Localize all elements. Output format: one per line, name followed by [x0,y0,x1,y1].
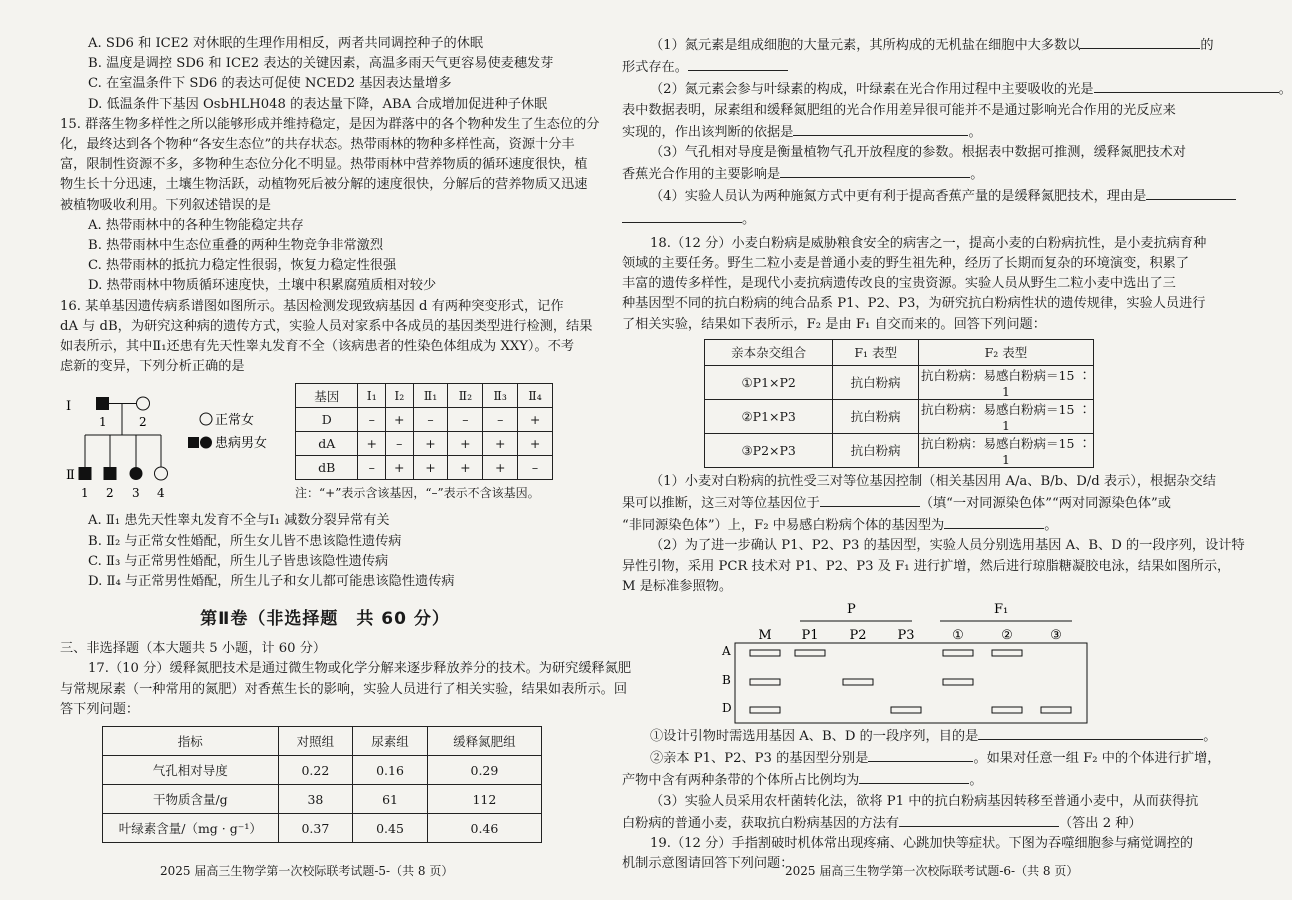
subquestion-line: （3）气孔相对导度是衡量植物气孔开放程度的参数。根据表中数据可推测，缓释氮肥技术对 [650,145,1186,161]
gel-row-label: B [722,673,731,688]
text-line: B. 热带雨林中生态位重叠的两种生物竞争非常激烈 [88,238,384,254]
table-row [103,756,542,785]
page-footer-left: 2025 届高三生物学第一次校际联考试题-5-（共 8 页） [160,864,454,878]
table-header-cell: Ⅱ₂ [448,384,483,408]
text-line: 领域的主要任务。野生二粒小麦是普通小麦的野生祖先种，经历了长期而复杂的环境演变，积累了 [622,256,1190,272]
text-line: 与常规尿素（一种常用的氮肥）对香蕉生长的影响，实验人员进行了相关实验，结果如表所示。回 [60,681,628,697]
q17-table [102,726,542,843]
table-row [296,432,553,456]
table-header-cell: F₂ 表型 [918,339,1093,365]
table-cell: 0.45 [353,814,428,843]
pedigree-I2 [137,397,150,410]
table-cell: + [518,432,553,456]
gel-frame [735,643,1087,723]
table-cell: – [358,456,386,480]
subquestion-line: （1）氮元素是组成细胞的大量元素，其所构成的无机盐在细胞中大多数以 的 [622,34,1187,56]
gel-lane-label: M [758,628,772,644]
subquestion-line: 香蕉光合作用的主要影响是 。 [622,163,1187,185]
text-line: 虑新的变异，下列分析正确的是 [60,359,245,375]
text-line: 被植物吸收利用。下列叙述错误的是 [60,197,271,213]
pedigree-chart [60,383,295,503]
answer-blank[interactable] [944,514,1044,529]
text-line: 富，限制性资源不多，多物种生态位分化不明显。热带雨林中营养物质的循环速度很快，植 [60,157,588,173]
table-cell: – [518,456,553,480]
text-line: 物生长十分迅速，土壤生物活跃，动植物死后被分解的速度很快，分解后的营养物质又迅速 [60,177,588,193]
table-header-cell: 缓释氮肥组 [427,727,541,756]
table-cell: 气孔相对导度 [103,756,279,785]
gel-band [992,707,1022,713]
table-header-cell: 指标 [103,727,279,756]
pedigree-num: 2 [139,415,147,430]
pedigree-num: 1 [81,486,89,501]
answer-blank[interactable] [1094,78,1279,93]
subquestion-line: （3）实验人员采用农杆菌转化法，欲将 P1 中的抗白粉病基因转移至普通小麦中，从而获得抗 [650,793,1199,809]
text-line: 17.（10 分）缓释氮肥技术是通过微生物或化学分解来逐步释放养分的技术。为研究缓释氮肥 [88,661,632,677]
text-line: 如表所示，其中Ⅱ₁还患有先天性睾丸发育不全（该病患者的性染色体组成为 XXY）。不考 [60,339,575,355]
table-cell: 抗白粉病 [833,433,919,467]
table-row [103,785,542,814]
table-cell: – [358,408,386,432]
table-cell: 抗白粉病：易感白粉病＝15 ∶ 1 [918,433,1093,467]
text-line: C. 热带雨林的抵抗力稳定性很弱，恢复力稳定性很强 [88,258,397,274]
text-line: 16. 某单基因遗传病系谱图如图所示。基因检测发现致病基因 d 有两种突变形式，记作 [60,298,564,314]
gel-band [943,679,973,685]
gel-band [891,707,921,713]
text-line: A. SD6 和 ICE2 对休眠的生理作用相反，两者共同调控种子的休眠 [88,36,484,51]
text-line: dA 与 dB，为研究这种病的遗传方式，实验人员对家系中各成员的基因类型进行检测，结果 [60,318,593,334]
answer-blank[interactable] [899,812,1059,827]
gel-p-label: P [847,602,856,618]
gel-band [843,679,873,685]
subquestion-line: ②亲本 P1、P2、P3 的基因型分别是 。如果对任意一组 F₂ 中的个体进行扩增， [622,747,1187,769]
q18-table [704,339,1094,468]
subquestion-line: M 是标准参照物。 [622,578,733,594]
answer-blank[interactable] [793,121,968,136]
table-cell: 抗白粉病：易感白粉病＝15 ∶ 1 [918,399,1093,433]
table-cell: 干物质含量/g [103,785,279,814]
gel-row-label: D [722,701,732,716]
text-line: D. 低温条件下基因 OsbHLH048 的表达量下降，ABA 合成增加促进种子休眠 [88,96,548,112]
q16-figure [60,383,590,505]
table-cell: 112 [427,785,541,814]
gel-f1-label: F₁ [994,602,1009,618]
pedigree-num: 3 [132,486,140,501]
table-cell: + [386,456,414,480]
table-cell: + [483,456,518,480]
subquestion-line: 果可以推断，这三对等位基因位于 （填“一对同源染色体”“两对同源染色体”或 [622,492,1187,514]
table-header-cell: Ⅰ₂ [386,384,414,408]
subquestion-line: 实现的，作出该判断的依据是 。 [622,121,1187,143]
pedigree-num: 4 [157,486,165,501]
table-cell: 0.46 [427,814,541,843]
option-line: C. Ⅱ₃ 与正常男性婚配，所生儿子皆患该隐性遗传病 [88,553,389,569]
table-cell: 38 [278,785,353,814]
subquestion-line: 。 [622,208,1187,230]
table-cell: ③P2×P3 [705,433,833,467]
table-cell: ①P1×P2 [705,365,833,399]
text-line: 18.（12 分）小麦白粉病是威胁粮食安全的病害之一，提高小麦的白粉病抗性，是小麦抗病育种 [650,235,1207,251]
table-cell: 抗白粉病 [833,365,919,399]
table-cell: 叶绿素含量/（mg · g⁻¹） [103,814,279,843]
gel-band [1041,707,1071,713]
text-line: 答下列问题： [60,701,140,717]
table-header-cell: 尿素组 [353,727,428,756]
answer-blank[interactable] [868,747,973,762]
table-cell: + [413,432,448,456]
text-line: D. 热带雨林中物质循环速度快，土壤中积累腐殖质相对较少 [88,278,437,294]
pedigree-II4 [155,467,168,480]
subquestion-line: 异性引物，采用 PCR 技术对 P1、P2、P3 及 F₁ 进行扩增，然后进行琼脂糖凝胶电泳，结果如图所示， [622,558,1231,574]
table-cell: 0.22 [278,756,353,785]
table-cell: + [358,432,386,456]
legend-affected-male-icon [188,437,199,448]
table-header-cell: 亲本杂交组合 [705,339,833,365]
subquestion-line: （1）小麦对白粉病的抗性受三对等位基因控制（相关基因用 A/a、B/b、D/d 表示），根据杂交结 [650,473,1216,489]
table-header-row [296,384,553,408]
answer-blank[interactable] [978,725,1203,740]
table-row [705,433,1094,467]
gen-label-2: Ⅱ [66,468,75,484]
table-cell: – [483,408,518,432]
subquestion-line: 形式存在。 [622,56,1187,78]
table-cell: – [448,408,483,432]
pedigree-I1 [96,397,109,410]
subquestion-line: 表中数据表明，尿素组和缓释氮肥组的光合作用差异很可能并不是通过影响光合作用的光反应来 [622,102,1176,118]
gel-band [750,679,780,685]
subquestion-line: ①设计引物时需选用基因 A、B、D 的一段序列，目的是 。 [622,725,1187,747]
subquestion-line: （2）氮元素会参与叶绿素的构成，叶绿素在光合作用过程中主要吸收的光是 。 [622,78,1187,100]
answer-blank[interactable] [1146,185,1236,200]
table-cell: dA [296,432,358,456]
right-page [622,34,1292,874]
subquestion-line: （4）实验人员认为两种施氮方式中更有利于提高香蕉产量的是缓释氮肥技术，理由是 [622,185,1187,207]
option-line: A. Ⅱ₁ 患先天性睾丸发育不全与Ⅰ₁ 减数分裂异常有关 [88,513,390,529]
gel-band [992,650,1022,656]
q18-parts [622,472,1245,597]
subquestion-line: 产物中含有两种条带的个体所占比例均为 。 [622,769,1187,791]
answer-blank[interactable] [859,769,969,784]
table-row [296,456,553,480]
table-header-cell: Ⅱ₁ [413,384,448,408]
table-cell: dB [296,456,358,480]
text-line: 机制示意图请回答下列问题： [622,856,794,872]
option-line: D. Ⅱ₄ 与正常男性婚配，所生儿子和女儿都可能患该隐性遗传病 [88,574,455,590]
table-cell: + [518,408,553,432]
pedigree-II3 [130,467,143,480]
option-line: B. Ⅱ₂ 与正常女性婚配，所生女儿皆不患该隐性遗传病 [88,533,402,549]
gel-electrophoresis-diagram [622,599,1187,716]
q18-after [622,725,1221,834]
pedigree-num: 1 [99,415,107,430]
text-line: C. 在室温条件下 SD6 的表达可促使 NCED2 基因表达量增多 [88,76,452,92]
legend-normal: 正常女 [215,413,255,429]
legend-affected: 患病男女 [215,436,268,452]
question-text-block [60,34,600,377]
gel-lane-label: P1 [801,628,819,644]
table-cell: 61 [353,785,428,814]
table-header-cell: 对照组 [278,727,353,756]
table-header-cell: Ⅱ₄ [518,384,553,408]
q17-subquestions [622,34,1292,230]
gel-band [750,707,780,713]
text-line: 丰富的遗传多样性，是现代小麦抗病遗传改良的宝贵资源。实验人员从野生二粒小麦中选出了三 [622,276,1176,292]
text-line: 三、非选择题（本大题共 5 小题，计 60 分） [60,641,327,657]
table-row [705,399,1094,433]
gel-lane-label: P2 [849,628,867,644]
gel-lane-label: ① [952,628,964,644]
q16-options [60,511,590,592]
text-line: A. 热带雨林中的各种生物能稳定共存 [88,217,304,233]
gel-row-label: A [722,644,731,659]
pedigree-II1 [79,467,92,480]
q17-stem [60,639,632,720]
gel-band [795,650,825,656]
text-line: B. 温度是调控 SD6 和 ICE2 表达的关键因素，高温多雨天气更容易使麦穗发芽 [88,56,554,72]
text-line: 15. 群落生物多样性之所以能够形成并维持稳定，是因为群落中的各个物种发生了生态位的分 [60,116,600,132]
pedigree-II2 [104,467,117,480]
table-cell: 0.37 [278,814,353,843]
gen-label-1: Ⅰ [66,399,72,415]
table-cell: + [483,432,518,456]
left-page [60,34,632,843]
table-header-cell: Ⅰ₁ [358,384,386,408]
answer-blank[interactable] [820,492,920,507]
table-cell: 抗白粉病：易感白粉病＝15 ∶ 1 [918,365,1093,399]
table-cell: + [448,432,483,456]
gel-lane-label: P3 [897,628,915,644]
text-line: 19.（12 分）手指割破时机体常出现疼痛、心跳加快等症状。下图为吞噬细胞参与痛觉调控的 [650,836,1194,852]
gel-band [943,650,973,656]
table-header-cell: Ⅱ₃ [483,384,518,408]
table-header-row [103,727,542,756]
table-cell: 抗白粉病 [833,399,919,433]
gene-table-note: 注：“+”表示含该基因，“–”表示不含该基因。 [295,486,540,501]
answer-blank[interactable] [780,163,970,178]
text-line: 化，最终达到各个物种“各安生态位”的共存状态。热带雨林的物种多样性高，资源十分丰 [60,137,575,153]
table-cell: + [413,456,448,480]
table-cell: D [296,408,358,432]
table-cell: + [386,408,414,432]
table-cell: ②P1×P3 [705,399,833,433]
page-footer-right: 2025 届高三生物学第一次校际联考试题-6-（共 8 页） [785,864,1079,878]
table-row [296,408,553,432]
subquestion-line: “非同源染色体”）上，F₂ 中易感白粉病个体的基因型为 。 [622,514,1187,536]
section-title: 第Ⅱ卷（非选择题 共 60 分） [200,609,450,630]
subquestion-line: （2）为了进一步确认 P1、P2、P3 的基因型，实验人员分别选用基因 A、B、D 的一段序列，设计特 [650,538,1245,554]
legend-affected-female-icon [200,437,212,449]
answer-blank[interactable] [1080,34,1200,49]
table-cell: 0.16 [353,756,428,785]
table-cell: – [386,432,414,456]
gel-lane-label: ② [1001,628,1013,644]
answer-blank[interactable] [688,56,788,71]
subquestion-line: 白粉病的普通小麦，获取抗白粉病基因的方法有 （答出 2 种） [622,812,1187,834]
table-header-cell: 基因 [296,384,358,408]
table-cell: + [448,456,483,480]
table-row [103,814,542,843]
table-cell: 0.29 [427,756,541,785]
legend-normal-icon [200,413,212,425]
gene-table [295,383,553,480]
q18-stem [622,234,1207,335]
table-cell: – [413,408,448,432]
text-line: 了相关实验，结果如下表所示，F₂ 是由 F₁ 自交而来的。回答下列问题： [622,316,1046,332]
text-line: 种基因型不同的抗白粉病的纯合品系 P1、P2、P3，为研究抗白粉病性状的遗传规律，实验人员进行 [622,296,1206,312]
gel-lane-label: ③ [1050,628,1062,644]
answer-blank[interactable] [622,208,742,223]
table-row [705,365,1094,399]
table-header-row [705,339,1094,365]
table-header-cell: F₁ 表型 [833,339,919,365]
gel-band [750,650,780,656]
pedigree-num: 2 [106,486,114,501]
